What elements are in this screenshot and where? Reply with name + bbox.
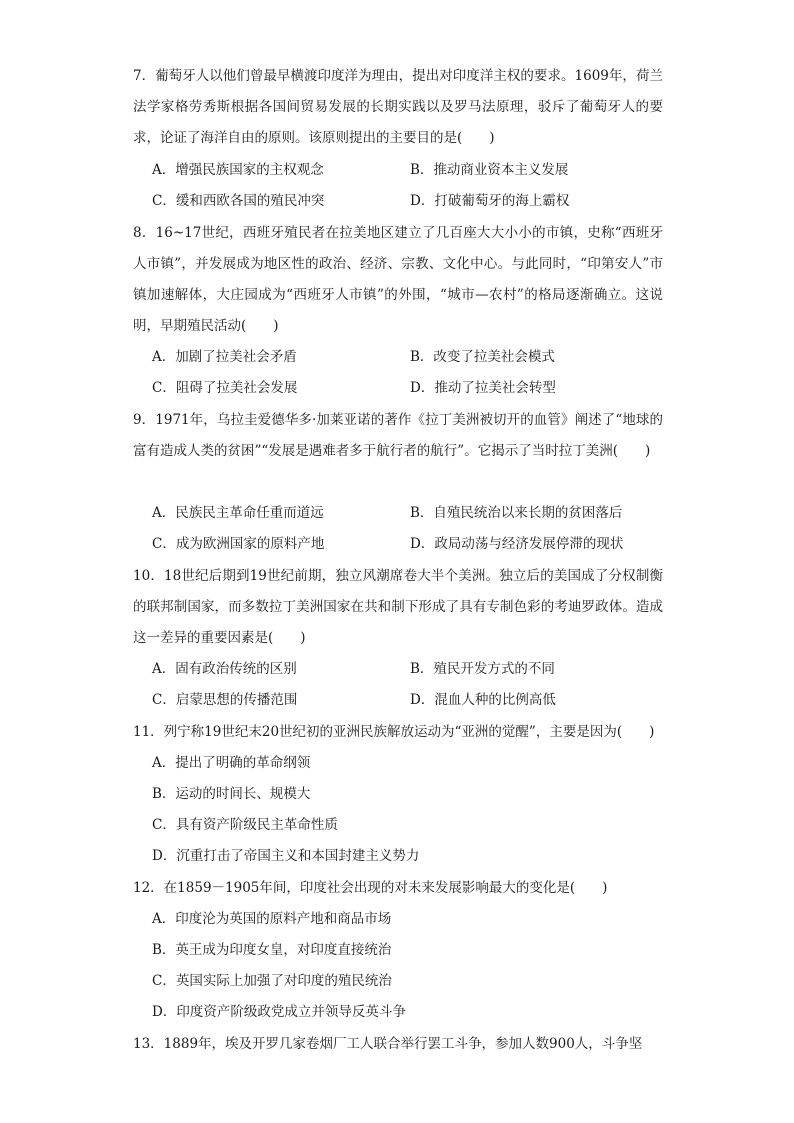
question-12-option-d: D．印度资产阶级政党成立并领导反英斗争 <box>152 1004 406 1020</box>
question-10-option-b: B．殖民开发方式的不同 <box>410 661 555 677</box>
question-10-option-d: D．混血人种的比例高低 <box>410 692 556 708</box>
question-7-option-a: A．增强民族国家的主权观念 <box>152 162 324 178</box>
question-13-stem: 13．1889年，埃及开罗几家卷烟厂工人联合举行罢工斗争，参加人数900人，斗争坚 <box>133 1036 643 1052</box>
question-9-option-a: A．民族民主革命任重而道远 <box>152 505 324 521</box>
question-7-option-c: C．缓和西欧各国的殖民冲突 <box>152 193 325 209</box>
question-8-stem: 8．16~17世纪，西班牙殖民者在拉美地区建立了几百座大大小小的市镇，史称“西班牙人市镇”，并发展成为地区性的政治、经济、宗教、文化中心。与此同时，“印第安人”市镇加速解体，大庄园成为“西班牙人市镇”的外围，“城市—农村”的格局逐渐确立。这说明，早期殖民活动( ) <box>133 225 663 334</box>
question-11-option-d: D．沉重打击了帝国主义和本国封建主义势力 <box>152 848 420 864</box>
question-12-stem: 12．在1859－1905年间，印度社会出现的对未来发展影响最大的变化是( ) <box>133 880 608 896</box>
question-9-option-c: C．成为欧洲国家的原料产地 <box>152 536 325 552</box>
question-7-stem: 7．葡萄牙人以他们曾最早横渡印度洋为理由，提出对印度洋主权的要求。1609年，荷兰法学家格劳秀斯根据各国间贸易发展的长期实践以及罗马法原理，驳斥了葡萄牙人的要求，论证了海洋自由的原则。该原则提出的主要目的是( ) <box>133 68 663 146</box>
question-9-option-d: D．政局动荡与经济发展停滞的现状 <box>410 536 624 552</box>
question-8-option-d: D．推动了拉美社会转型 <box>410 380 556 396</box>
question-11-option-a: A．提出了明确的革命纲领 <box>152 755 311 771</box>
question-12-option-c: C．英国实际上加强了对印度的殖民统治 <box>152 973 392 989</box>
question-7-option-d: D．打破葡萄牙的海上霸权 <box>410 193 570 209</box>
question-8-option-b: B．改变了拉美社会模式 <box>410 349 555 365</box>
question-9-stem: 9．1971年，乌拉圭爱德华多·加莱亚诺的著作《拉丁美洲被切开的血管》阐述了“地球的富有造成人类的贫困”“发展是遇难者多于航行者的航行”。它揭示了当时拉丁美洲( ) <box>133 412 663 459</box>
question-10-stem: 10．18世纪后期到19世纪前期，独立风潮席卷大半个美洲。独立后的美国成了分权制衡的联邦制国家，而多数拉丁美洲国家在共和制下形成了具有专制色彩的考迪罗政体。造成这一差异的重要因素是( ) <box>133 568 663 646</box>
question-11-option-c: C．具有资产阶级民主革命性质 <box>152 817 338 833</box>
question-7-option-b: B．推动商业资本主义发展 <box>410 162 569 178</box>
question-11-stem: 11．列宁称19世纪末20世纪初的亚洲民族解放运动为“亚洲的觉醒”，主要是因为( ) <box>133 724 655 740</box>
question-9-option-b: B．自殖民统治以来长期的贫困落后 <box>410 505 623 521</box>
question-10-option-a: A．固有政治传统的区别 <box>152 661 297 677</box>
question-10-option-c: C．启蒙思想的传播范围 <box>152 692 298 708</box>
question-12-option-a: A．印度沦为英国的原料产地和商品市场 <box>152 911 392 927</box>
question-11-option-b: B．运动的时间长、规模大 <box>152 786 311 802</box>
question-8-option-c: C．阻碍了拉美社会发展 <box>152 380 298 396</box>
question-8-option-a: A．加剧了拉美社会矛盾 <box>152 349 297 365</box>
question-12-option-b: B．英王成为印度女皇，对印度直接统治 <box>152 942 392 958</box>
